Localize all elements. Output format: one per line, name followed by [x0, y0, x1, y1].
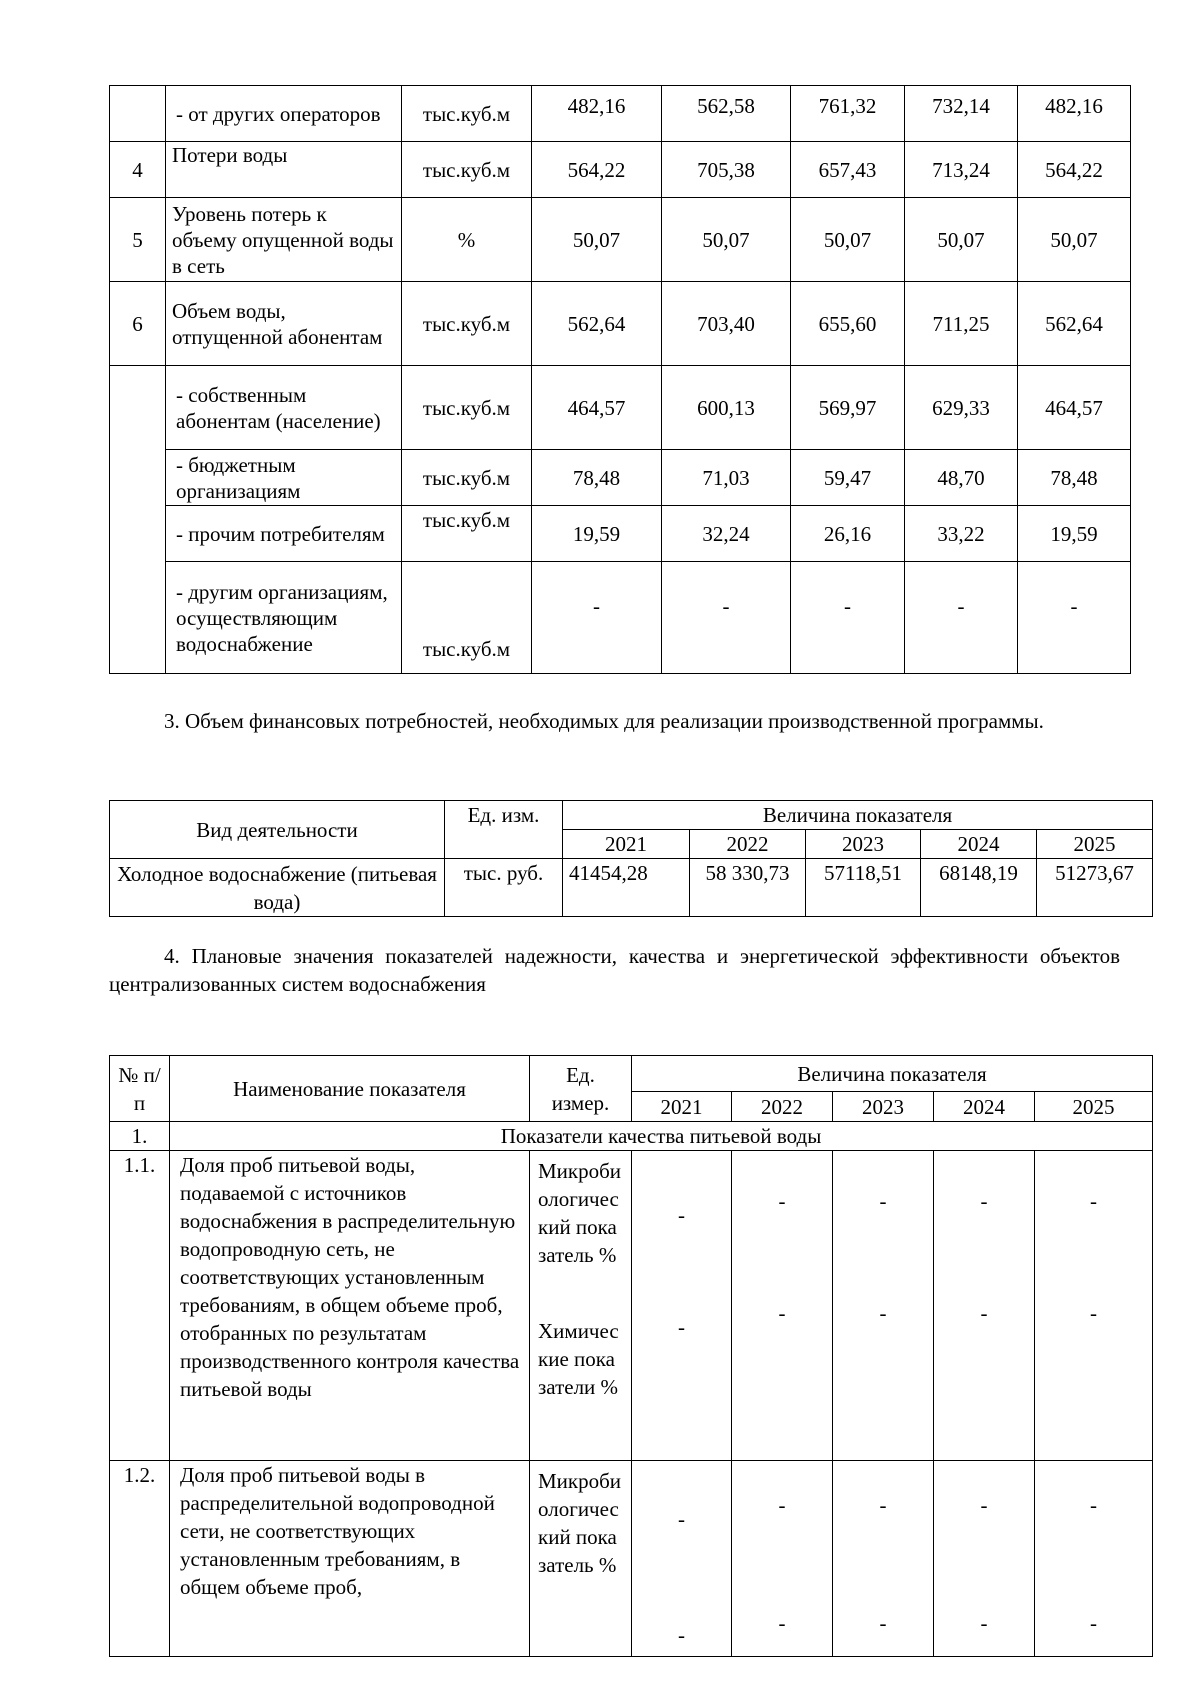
value-cell: 761,32: [791, 86, 905, 142]
value-cell: - -: [632, 1461, 732, 1657]
value-cell: 562,58: [662, 86, 791, 142]
value-cell: 78,48: [1018, 450, 1131, 506]
value-cell: 732,14: [905, 86, 1018, 142]
table-row: [110, 198, 1131, 282]
value-cell: 569,97: [791, 366, 905, 450]
value-cell: - -: [1035, 1151, 1153, 1461]
header-value: Величина показателя: [632, 1056, 1153, 1092]
value-cell: 71,03: [662, 450, 791, 506]
section-3-text: 3. Объем финансовых потребностей, необходимых для реализации производственной программы.: [164, 709, 1044, 733]
table-row: [110, 562, 1131, 674]
table-row: [110, 450, 1131, 506]
row-unit: тыс.куб.м: [402, 366, 532, 450]
value-cell: 51273,67: [1037, 859, 1153, 917]
unit-micro: Микробиологический показатель %: [538, 1469, 622, 1577]
value-cell: 482,16: [1018, 86, 1131, 142]
row-unit: тыс. руб.: [445, 859, 563, 917]
row-activity-name: Холодное водоснабжение (питьевая вода): [110, 859, 445, 917]
row-num: [110, 366, 166, 674]
value-cell: 564,22: [1018, 142, 1131, 198]
value-cell: 703,40: [662, 282, 791, 366]
value-cell: - -: [732, 1461, 833, 1657]
value-cell: 50,07: [1018, 198, 1131, 282]
row-num: [110, 86, 166, 142]
value-cell: 50,07: [791, 198, 905, 282]
value-cell: 655,60: [791, 282, 905, 366]
year-header: 2025: [1037, 830, 1153, 859]
value-cell: 713,24: [905, 142, 1018, 198]
value-cell: -: [905, 562, 1018, 674]
header-activity: Вид деятельности: [110, 801, 445, 859]
year-header: 2023: [806, 830, 921, 859]
value-cell: 562,64: [532, 282, 662, 366]
table-row: [110, 142, 1131, 198]
row-name: Доля проб питьевой воды в распределительной водопроводной сети, не соответствующих установленным требованиям, в общем объеме проб,: [170, 1461, 530, 1657]
value-cell: - -: [1035, 1461, 1153, 1657]
value-cell: -: [662, 562, 791, 674]
value-cell: -: [791, 562, 905, 674]
value-cell: - -: [732, 1151, 833, 1461]
row-name: - бюджетным организациям: [166, 450, 402, 506]
row-name: Доля проб питьевой воды, подаваемой с источников водоснабжения в распределительную водопроводную сеть, не соответствующих установленным требованиям, в общем объеме проб, отобранных по результатам производственного контроля качества питьевой воды: [170, 1151, 530, 1461]
row-name: - от других операторов: [166, 86, 402, 142]
row-name: Потери воды: [166, 142, 402, 198]
value-cell: 464,57: [532, 366, 662, 450]
value-cell: 48,70: [905, 450, 1018, 506]
value-cell: 19,59: [1018, 506, 1131, 562]
header-num: № п/п: [110, 1056, 170, 1122]
value-cell: 26,16: [791, 506, 905, 562]
unit-micro: Микробиологический показатель %: [538, 1159, 622, 1267]
row-unit: [530, 1151, 632, 1461]
value-cell: 600,13: [662, 366, 791, 450]
unit-chem: Химические показатели %: [538, 1319, 619, 1399]
water-balance-table: [109, 85, 1131, 674]
value-cell: 33,22: [905, 506, 1018, 562]
table-row: [110, 86, 1131, 142]
value-cell: 68148,19: [921, 859, 1037, 917]
header-unit: Ед. измер.: [530, 1056, 632, 1122]
section-4-text: 4. Плановые значения показателей надежности, качества и энергетической эффективности объектов централизованных систем водоснабжения: [109, 944, 1120, 996]
year-header: 2021: [563, 830, 690, 859]
value-cell: 482,16: [532, 86, 662, 142]
row-num: 6: [110, 282, 166, 366]
row-name: - прочим потребителям: [166, 506, 402, 562]
value-cell: 50,07: [532, 198, 662, 282]
value-cell: 19,59: [532, 506, 662, 562]
year-header: 2021: [632, 1092, 732, 1122]
row-name: Уровень потерь к объему опущенной воды в сеть: [166, 198, 402, 282]
value-cell: - -: [632, 1151, 732, 1461]
value-cell: 41454,28: [563, 859, 690, 917]
value-cell: - -: [934, 1461, 1035, 1657]
value-cell: 59,47: [791, 450, 905, 506]
row-num: 5: [110, 198, 166, 282]
value-cell: 464,57: [1018, 366, 1131, 450]
value-cell: 564,22: [532, 142, 662, 198]
row-name: - другим организациям, осуществляющим водоснабжение: [166, 562, 402, 674]
year-header: 2025: [1035, 1092, 1153, 1122]
row-unit: тыс.куб.м: [402, 142, 532, 198]
row-unit: тыс.куб.м: [402, 282, 532, 366]
row-num: 1.2.: [110, 1461, 170, 1657]
value-cell: 78,48: [532, 450, 662, 506]
finance-table: [109, 800, 1153, 917]
row-num: 4: [110, 142, 166, 198]
value-cell: 32,24: [662, 506, 791, 562]
table-row: [110, 506, 1131, 562]
row-num: 1.1.: [110, 1151, 170, 1461]
value-cell: - -: [934, 1151, 1035, 1461]
year-header: 2024: [934, 1092, 1035, 1122]
value-cell: - -: [833, 1461, 934, 1657]
value-cell: 58 330,73: [690, 859, 806, 917]
value-cell: -: [1018, 562, 1131, 674]
row-name: Объем воды, отпущенной абонентам: [166, 282, 402, 366]
row-name: - собственным абонентам (население): [166, 366, 402, 450]
header-unit: Ед. изм.: [445, 801, 563, 859]
header-name: Наименование показателя: [170, 1056, 530, 1122]
row-unit: тыс.куб.м: [402, 86, 532, 142]
value-cell: -: [532, 562, 662, 674]
year-header: 2024: [921, 830, 1037, 859]
group-num: 1.: [110, 1122, 170, 1151]
group-title: Показатели качества питьевой воды: [170, 1122, 1153, 1151]
value-cell: 50,07: [905, 198, 1018, 282]
year-header: 2022: [690, 830, 806, 859]
value-cell: 57118,51: [806, 859, 921, 917]
year-header: 2023: [833, 1092, 934, 1122]
value-cell: - -: [833, 1151, 934, 1461]
quality-indicators-table: [109, 1055, 1153, 1657]
table-row: [110, 282, 1131, 366]
value-cell: 705,38: [662, 142, 791, 198]
value-cell: 711,25: [905, 282, 1018, 366]
year-header: 2022: [732, 1092, 833, 1122]
value-cell: 562,64: [1018, 282, 1131, 366]
row-unit: тыс.куб.м: [402, 450, 532, 506]
row-unit: %: [402, 198, 532, 282]
table-row: [110, 366, 1131, 450]
value-cell: 629,33: [905, 366, 1018, 450]
value-cell: 657,43: [791, 142, 905, 198]
header-value: Величина показателя: [563, 801, 1153, 830]
row-unit: [530, 1461, 632, 1657]
row-unit: тыс.куб.м: [402, 506, 532, 562]
value-cell: 50,07: [662, 198, 791, 282]
row-unit: тыс.куб.м: [402, 562, 532, 674]
